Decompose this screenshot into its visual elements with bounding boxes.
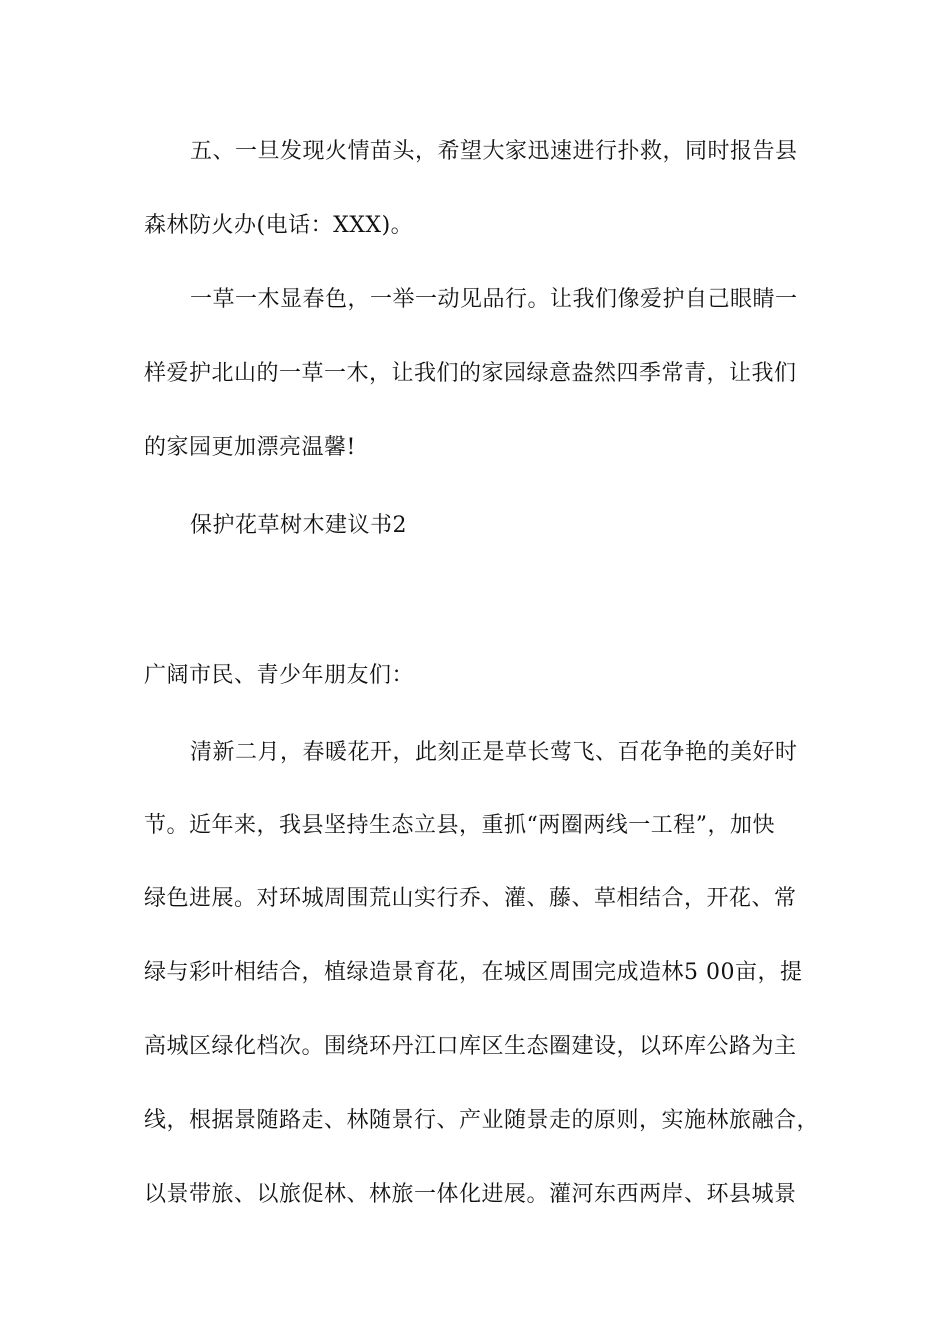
section-heading: 保护花草树木建议书2 [190, 513, 407, 538]
paragraph-line: 以景带旅、以旅促林、林旅一体化进展。灌河东西两岸、环县城景 [144, 1182, 797, 1207]
paragraph-line: 清新二月，春暖花开，此刻正是草长莺飞、百花争艳的美好时 [190, 740, 798, 765]
paragraph-line: 节。近年来，我县坚持生态立县，重抓“两圈两线一工程”，加快 [144, 813, 775, 838]
paragraph-line: 绿与彩叶相结合，植绿造景育花，在城区周围完成造林5 00亩，提 [144, 960, 803, 985]
salutation: 广阔市民、青少年朋友们： [144, 663, 415, 688]
paragraph-line: 五、一旦发现火情苗头，希望大家迅速进行扑救，同时报告县 [190, 139, 798, 164]
paragraph-line: 绿色进展。对环城周围荒山实行乔、灌、藤、草相结合，开花、常 [144, 886, 797, 911]
paragraph-line: 高城区绿化档次。围绕环丹江口库区生态圈建设，以环库公路为主 [144, 1034, 797, 1059]
paragraph-line: 线，根据景随路走、林随景行、产业随景走的原则，实施林旅融合， [144, 1108, 820, 1133]
paragraph-line: 一草一木显春色，一举一动见品行。让我们像爱护自己眼睛一 [190, 287, 798, 312]
paragraph-line: 森林防火办(电话：XXX)。 [144, 213, 414, 238]
paragraph-line: 样爱护北山的一草一木，让我们的家园绿意盎然四季常青，让我们 [144, 361, 797, 386]
paragraph-line: 的家园更加漂亮温馨! [144, 435, 356, 460]
